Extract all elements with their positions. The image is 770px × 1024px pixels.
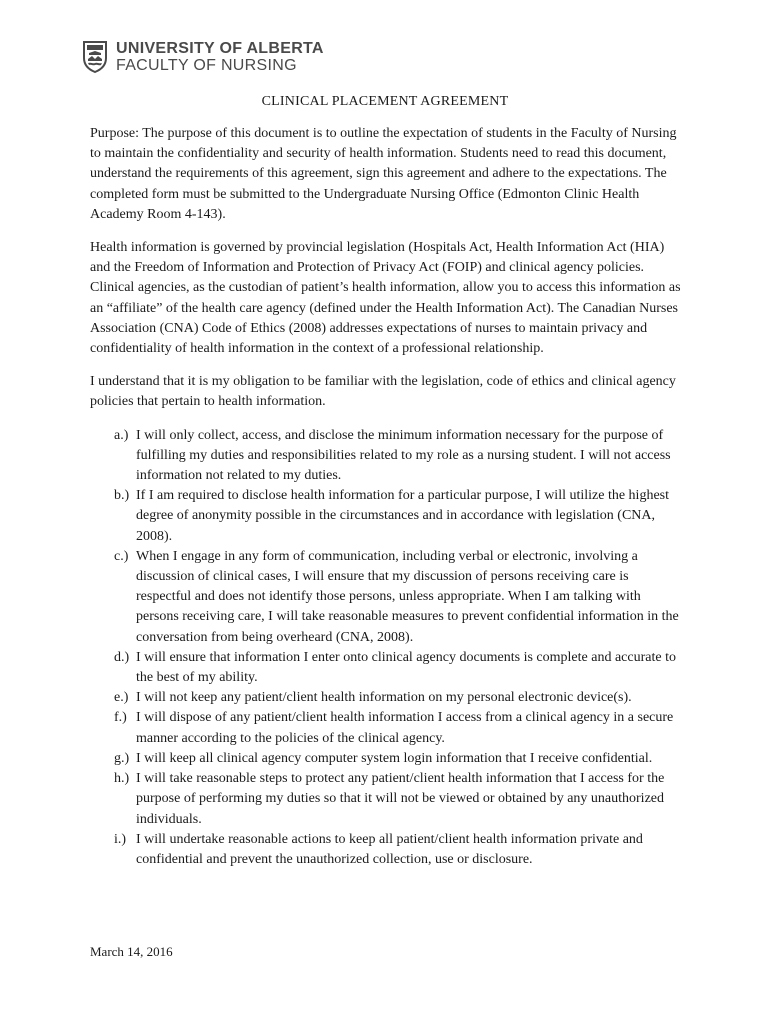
university-name: UNIVERSITY OF ALBERTA	[116, 40, 324, 57]
list-item-label: i.)	[114, 831, 127, 847]
list-item-text: I will take reasonable steps to protect any patient/client health information that I access for the purpose of performing my duties so that it will not be viewed or obtained by any unauthorized individuals.	[136, 771, 665, 827]
list-item-label: b.)	[114, 488, 130, 504]
list-item-text: When I engage in any form of communication, including verbal or electronic, involving a discussion of clinical cases, I will ensure that my discussion of persons receiving care is respectful and does not identify those persons, unless appropriate. When I am talking with persons receiving care, I will take reasonable measures to prevent confidential information in the conversation from being overheard (CNA, 2008).	[136, 548, 679, 645]
list-item	[90, 830, 684, 870]
list-item-text: I will keep all clinical agency computer system login information that I receive confidential.	[136, 750, 653, 766]
list-item	[90, 688, 684, 708]
list-item	[90, 547, 684, 648]
list-item-label: c.)	[114, 548, 129, 564]
document-body	[90, 124, 684, 870]
list-item	[90, 708, 684, 748]
list-item-text: I will not keep any patient/client health information on my personal electronic device(s).	[136, 690, 632, 706]
list-item	[90, 769, 684, 830]
list-item-text: I will dispose of any patient/client health information I access from a clinical agency in a secure manner according to the policies of the clinical agency.	[136, 710, 674, 746]
list-item-text: I will ensure that information I enter onto clinical agency documents is complete and accurate to the best of my ability.	[136, 649, 676, 686]
list-item-label: h.)	[114, 771, 130, 787]
obligation-paragraph: I understand that it is my obligation to be familiar with the legislation, code of ethics and clinical agency policies that pertain to health information.	[90, 374, 676, 410]
list-item-label: a.)	[114, 427, 129, 443]
purpose-paragraph: Purpose: The purpose of this document is to outline the expectation of students in the Faculty of Nursing to maintain the confidentiality and security of health information. Students need to read this document, understand the requirements of this agreement, sign this agreement and adhere to the expectations. The completed form must be submitted to the Undergraduate Nursing Office (Edmonton Clinic Health Academy Room 4-143).	[90, 126, 677, 222]
list-item-text: I will only collect, access, and disclose the minimum information necessary for the purpose of fulfilling my duties and responsibilities related to my role as a nursing student. I will not access information not related to my duties.	[136, 427, 671, 484]
university-crest-icon	[82, 40, 108, 74]
agreement-list	[90, 426, 684, 870]
list-item-label: e.)	[114, 690, 129, 706]
list-item	[90, 749, 684, 769]
document-title: CLINICAL PLACEMENT AGREEMENT	[261, 94, 509, 109]
list-item	[90, 648, 684, 688]
list-item	[90, 426, 684, 487]
list-item	[90, 486, 684, 547]
list-item-text: If I am required to disclose health information for a particular purpose, I will utilize the highest degree of anonymity possible in the circumstances and in accordance with legislation (CNA, 2008).	[136, 488, 669, 544]
list-item-label: f.)	[114, 710, 127, 726]
list-item-label: d.)	[114, 649, 130, 665]
footer-date: March 14, 2016	[90, 944, 173, 959]
list-item-text: I will undertake reasonable actions to keep all patient/client health information private and confidential and prevent the unauthorized collection, use or disclosure.	[136, 831, 643, 867]
logo-text	[116, 40, 324, 74]
university-logo	[82, 40, 324, 74]
list-item-label: g.)	[114, 750, 130, 766]
faculty-name: FACULTY OF NURSING	[116, 57, 297, 74]
legislation-paragraph: Health information is governed by provincial legislation (Hospitals Act, Health Information Act (HIA) and the Freedom of Information and Protection of Privacy Act (FOIP) and clinical agency policies. Clinical agencies, as the custodian of patient’s health information, allow you to access this information as an “affiliate” of the health care agency (defined under the Health Information Act). The Canadian Nurses Association (CNA) Code of Ethics (2008) addresses expectations of nurses to maintain privacy and confidentiality of health information in the context of a professional relationship.	[90, 240, 681, 357]
